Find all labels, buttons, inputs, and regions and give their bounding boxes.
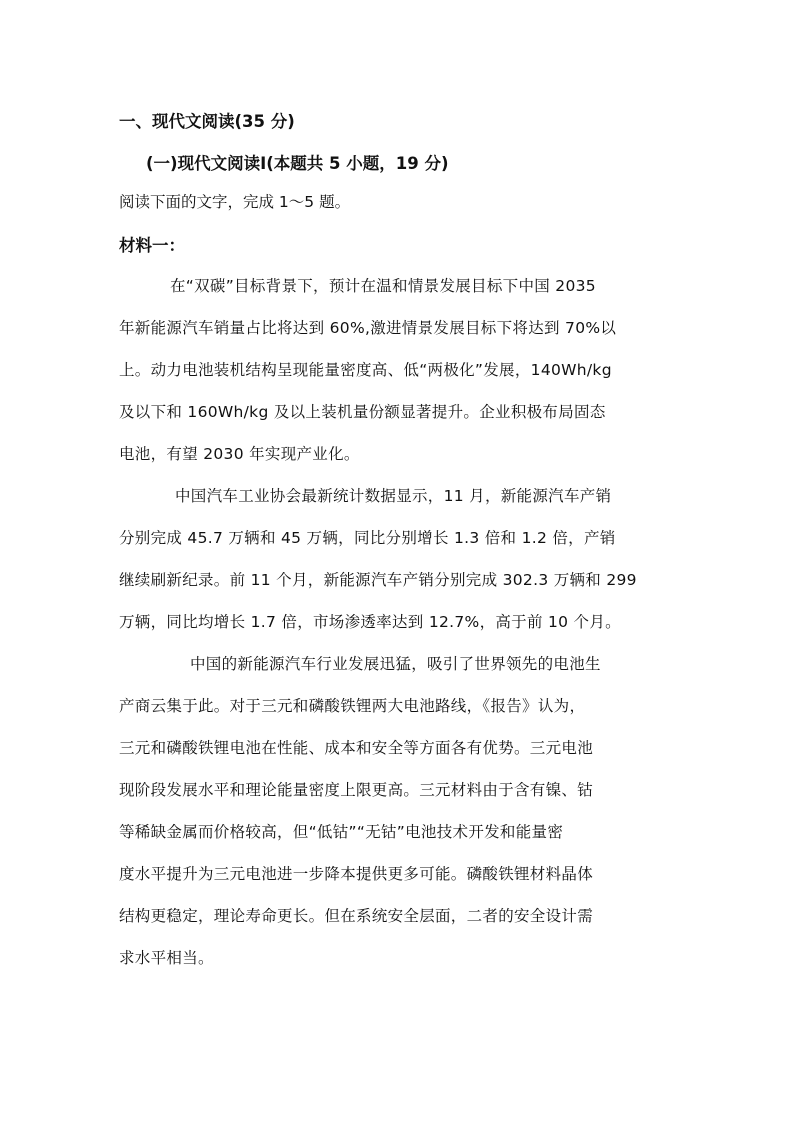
paragraph3-line: 等稀缺金属而价格较高，但“低钴”“无钴”电池技术开发和能量密 [119, 823, 564, 841]
paragraph3-line: 结构更稳定，理论寿命更长。但在系统安全层面，二者的安全设计需 [119, 907, 594, 925]
paragraph3-line: 三元和磷酸铁锂电池在性能、成本和安全等方面各有优势。三元电池 [119, 739, 594, 757]
paragraph1-line: 在“双碳”目标背景下，预计在温和情景发展目标下中国 2035 [170, 277, 596, 295]
paragraph2-line: 万辆，同比均增长 1.7 倍，市场渗透率达到 12.7%，高于前 10 个月。 [119, 613, 621, 631]
section-title: 一、现代文阅读(35 分) [119, 112, 295, 131]
paragraph3-line: 求水平相当。 [119, 949, 214, 967]
paragraph2-line: 分别完成 45.7 万辆和 45 万辆，同比分别增长 1.3 倍和 1.2 倍，产销 [119, 529, 616, 547]
paragraph1-line: 及以下和 160Wh/kg 及以上装机量份额显著提升。企业积极布局固态 [119, 403, 606, 421]
instruction-text: 阅读下面的文字，完成 1～5 题。 [119, 193, 351, 211]
paragraph3-line: 中国的新能源汽车行业发展迅猛，吸引了世界领先的电池生 [190, 655, 601, 673]
paragraph1-line: 上。动力电池装机结构呈现能量密度高、低“两极化”发展，140Wh/kg [119, 361, 612, 379]
paragraph3-line: 度水平提升为三元电池进一步降本提供更多可能。磷酸铁锂材料晶体 [119, 865, 594, 883]
subsection-title: (一)现代文阅读Ⅰ(本题共 5 小题，19 分) [146, 154, 449, 173]
paragraph1-line: 年新能源汽车销量占比将达到 60%,激进情景发展目标下将达到 70%以 [119, 319, 617, 337]
paragraph1-line: 电池，有望 2030 年实现产业化。 [119, 445, 360, 463]
paragraph2-line: 中国汽车工业协会最新统计数据显示，11 月，新能源汽车产销 [175, 487, 612, 505]
paragraph3-line: 产商云集于此。对于三元和磷酸铁锂两大电池路线，《报告》认为， [119, 697, 586, 715]
material-label: 材料一： [119, 236, 185, 255]
paragraph3-line: 现阶段发展水平和理论能量密度上限更高。三元材料由于含有镍、钴 [119, 781, 594, 799]
paragraph2-line: 继续刷新纪录。前 11 个月，新能源汽车产销分别完成 302.3 万辆和 299 [119, 571, 637, 589]
